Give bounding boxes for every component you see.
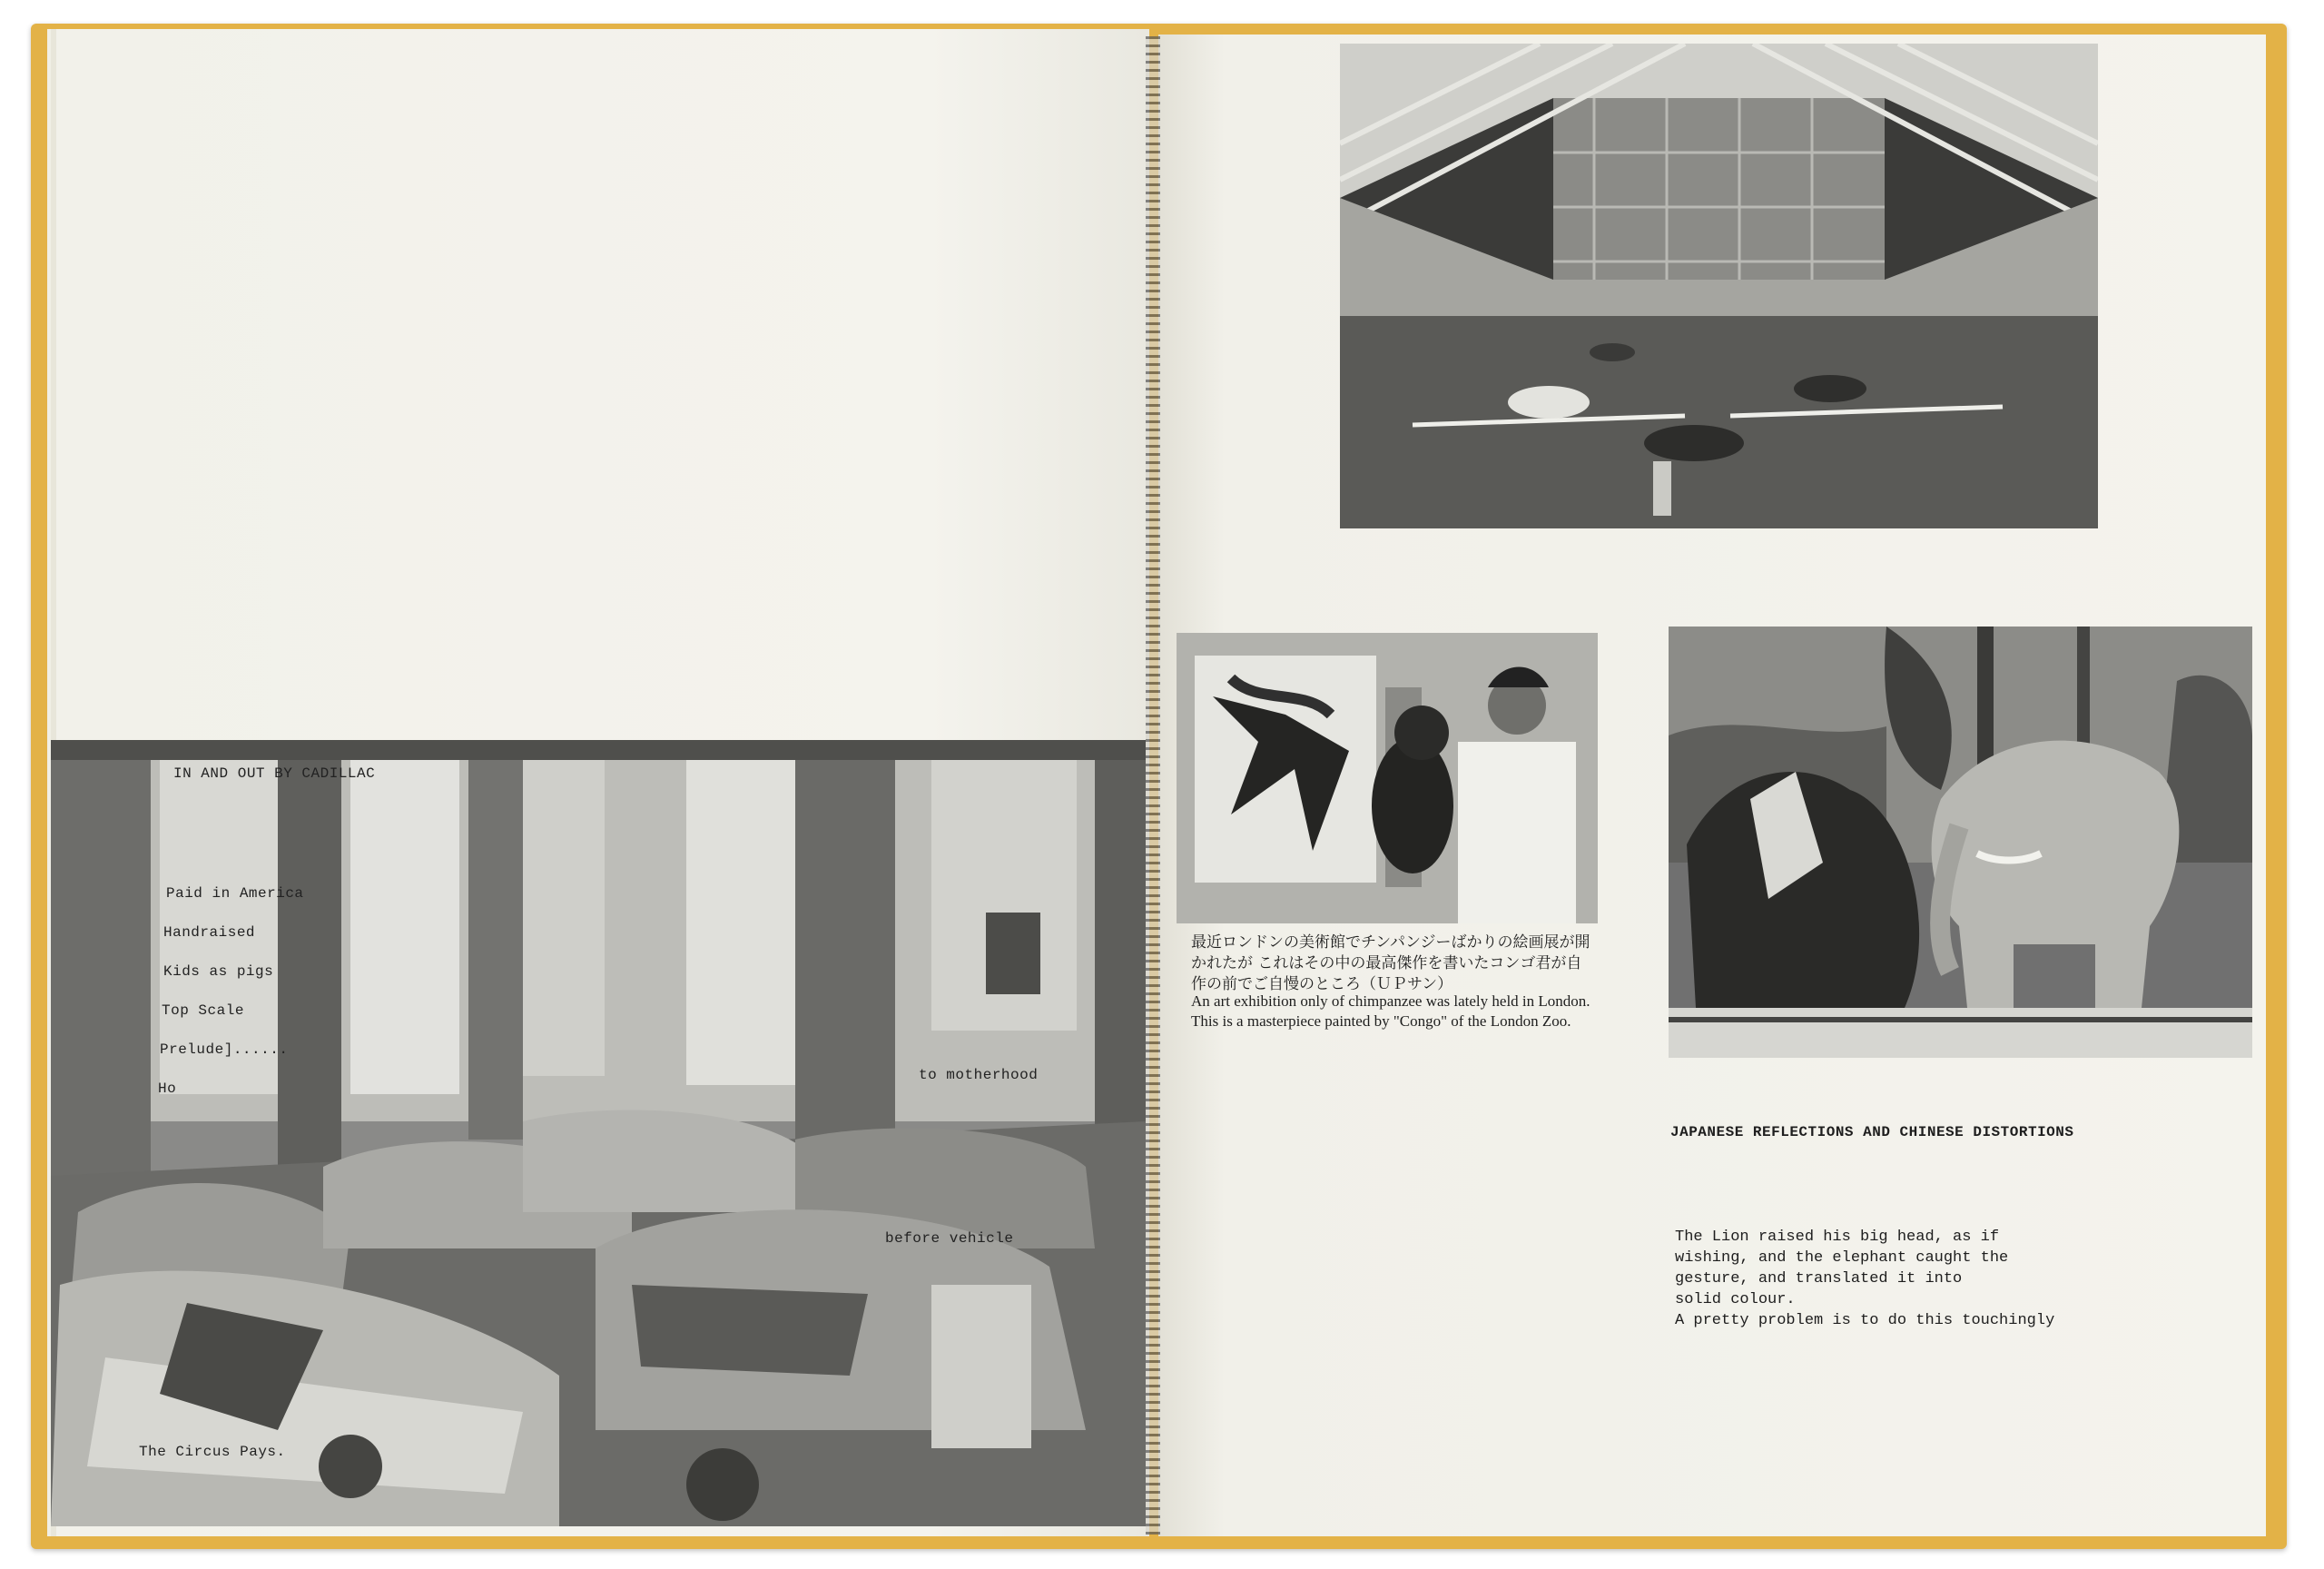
photo-label-prelude: Prelude]......: [160, 1041, 289, 1058]
chimp-caption-japanese: 最近ロンドンの美術館でチンパンジーばかりの絵画展が開かれたが これはその中の最高傑作を書いたコンゴ君が自作の前でご自慢のところ（ＵＰサン）: [1191, 933, 1590, 993]
body-line-2: wishing, and the elephant caught the: [1675, 1249, 2009, 1267]
photo-label-top-scale: Top Scale: [162, 1002, 244, 1019]
body-line-1: The Lion raised his big head, as if: [1675, 1229, 2000, 1246]
photo-label-kids: Kids as pigs: [163, 963, 274, 980]
photo-label-ho: Ho: [158, 1081, 177, 1097]
kabuki-elephant-photo: [1669, 627, 2252, 1058]
riding-arena-photo: [1340, 44, 2098, 528]
photo-label-vehicle: before vehicle: [885, 1230, 1014, 1247]
section-heading: JAPANESE REFLECTIONS AND CHINESE DISTORTIONS: [1670, 1124, 2074, 1140]
chimpanzee-painter-photo: [1177, 633, 1598, 923]
photo-label-paid: Paid in America: [166, 885, 304, 902]
chimp-caption-english: An art exhibition only of chimpanzee was lately held in London. This is a masterpiece painted by "Congo" of the London Zoo.: [1191, 992, 1590, 1030]
junkyard-cars-photo: [51, 740, 1146, 1526]
photo-label-motherhood: to motherhood: [919, 1067, 1039, 1083]
photo-label-cadillac: IN AND OUT BY CADILLAC: [173, 765, 376, 782]
photo-label-handraised: Handraised: [163, 924, 256, 941]
book-spine: [1146, 36, 1160, 1534]
body-line-4: solid colour.: [1675, 1291, 1796, 1308]
body-line-3: gesture, and translated it into: [1675, 1270, 1963, 1288]
photo-label-circus: The Circus Pays.: [139, 1444, 286, 1460]
body-line-5: A pretty problem is to do this touchingly: [1675, 1312, 2055, 1329]
